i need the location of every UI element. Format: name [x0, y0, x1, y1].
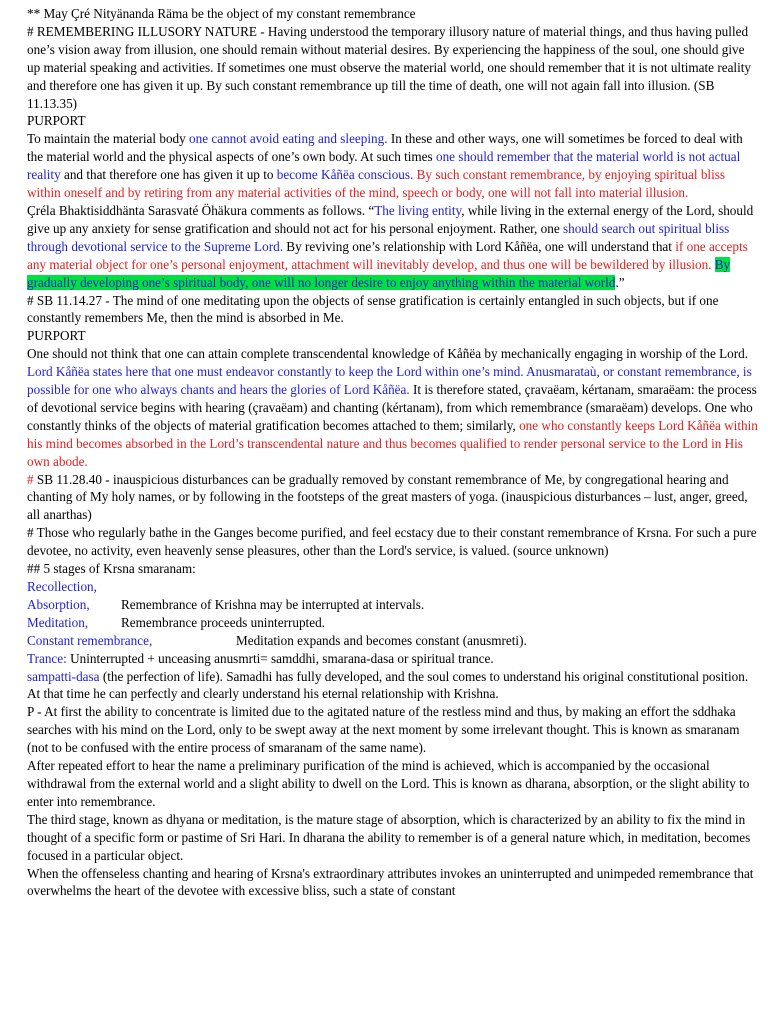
text-run: PURPORT: [27, 113, 86, 129]
text-run: ## 5 stages of Krsna smaranam:: [27, 561, 196, 577]
text-run: Çréla Bhaktisiddhänta Sarasvaté Öhäkura comments as follows. “: [27, 202, 375, 218]
purport-2-para-1: [27, 345, 758, 470]
purport-1-para-2: [27, 202, 758, 292]
text-run: P - At first the ability to concentrate is limited due to the agitated nature of the restless mind and thus, by making an effort the sddhaka searches with his mind on the Lord, only to be swept away at the next moment by some irrelevant thought. This is known as smaranam (not to be confused with the entire process of smaranam of the same name).: [27, 704, 740, 756]
text-run: and that therefore one has given it up to: [60, 167, 277, 183]
verse-sb-11-14-27: [27, 292, 758, 328]
heading-nityananda: [27, 5, 758, 23]
explanation-smaranam: [27, 703, 758, 757]
stage-meditation: [27, 614, 758, 632]
text-run: ** May Çré Nityänanda Räma be the object of my constant remembrance: [27, 6, 416, 21]
blue-text: The living entity: [374, 202, 462, 218]
stages-heading: [27, 560, 758, 578]
verse-sb-11-28-40: [27, 471, 758, 525]
ganges-note: [27, 524, 758, 560]
blue-text: Trance:: [27, 650, 67, 666]
text-run: # Those who regularly bathe in the Ganges become purified, and feel ecstacy due to their constant remembrance of Krsna. For such a pure devotee, no activity, even heavenly sense pleasures, other than the Lord's service, is valued. (source unknown): [27, 525, 757, 559]
red-text: #: [27, 471, 34, 487]
text-run: In these and other ways, one will sometimes be forced to deal with the material world and the physical aspects of one’s own body. At such times: [27, 131, 743, 165]
red-text: if one accepts any material object for one’s personal enjoyment, attachment will inevitably develop, and thus one will be bewildered by illusion.: [27, 238, 748, 272]
blue-text: Meditation,: [27, 614, 89, 630]
text-run: .”: [615, 274, 625, 290]
text-run: One should not think that one can attain complete transcendental knowledge of Kåñëa by mechanically engaging in worship of the Lord.: [27, 346, 749, 362]
blue-text: Lord Kåñëa states here that one must endeavor constantly to keep the Lord within one’s mind. Anusmarataù, or constant remembrance, is possible for one who always chants and hears the glories of Lord Kåñëa.: [27, 364, 752, 398]
heading-remembering-illusory-nature: [27, 23, 758, 113]
explanation-anusmrti: [27, 865, 758, 901]
blue-text: Recollection,: [27, 579, 97, 594]
text-run: # REMEMBERING ILLUSORY NATURE - Having understood the temporary illusory nature of material things, and thus having pulled one’s vision away from illusion, one should remain without material desires. By experiencing the happiness of the soul, one should give up material speaking and activities. If sometimes one must observe the material world, one should remember that it is not ultimate reality and therefore one has given it up. By such constant remembrance up till the time of death, one will not again fall into illusion. (SB 11.13.35): [27, 23, 752, 111]
text-run: It is therefore stated, çravaëam, kértanam, smaraëam: the process of devotional service begins with hearing (çravaëam) and chanting (kértanam), from which remembrance (smaraëam) develops. One who constantly thinks of the objects of material gratification becomes attached to them; similarly,: [27, 382, 757, 433]
stage-constant-remembrance: [27, 632, 758, 650]
text-run: After repeated effort to hear the name a preliminary purification of the mind is achieved, which is accompanied by the occasional withdrawal from the external world and a slight ability to dwell on the Lord. This is known as dharana, absorption, or the slight ability to enter into remembrance.: [27, 758, 750, 809]
text-run: # SB 11.14.27 - The mind of one meditating upon the objects of sense gratification is certainly entangled in such objects, but if one constantly remembers Me, then the mind is absorbed in Me.: [27, 292, 719, 326]
highlighted-text: By gradually developing one’s spiritual body, one will no longer desire to enjoy anything within the material world: [27, 256, 731, 290]
red-text: By such constant remembrance, by enjoying spiritual bliss within oneself and by retiring from any material activities of the mind, speech or body, one will not fall into material illusion.: [27, 167, 726, 201]
blue-text: should search out spiritual bliss through devotional service to the Supreme Lord.: [27, 220, 730, 254]
text-run: When the offenseless chanting and hearing of Krsna's extraordinary attributes invokes an uninterrupted and unimpeded remembrance that overwhelms the heart of the devotee with excessive bliss, such a state of constant: [27, 865, 754, 899]
text-run: , while living in the external energy of the Lord, should give up any anxiety for sense gratification and should not act for his personal enjoyment. Rather, one: [27, 202, 754, 236]
purport-label-1: [27, 112, 758, 130]
blue-text: one cannot avoid eating and sleeping.: [189, 131, 388, 147]
blue-text: become Kåñëa conscious.: [276, 167, 414, 183]
blue-text: sampatti-dasa: [27, 668, 100, 684]
text-run: The third stage, known as dhyana or meditation, is the mature stage of absorption, which is characterized by an ability to fix the mind in thought of a specific form or pastime of Sri Hari. In dharana the ability to remember is of a general nature which, in meditation, becomes focused in a particular object.: [27, 811, 751, 863]
blue-text: Constant remembrance,: [27, 632, 153, 648]
purport-label-2: [27, 327, 758, 345]
stage-absorption: [27, 596, 758, 614]
text-run: Meditation expands and becomes constant (anusmreti).: [236, 632, 527, 648]
text-run: SB 11.28.40 - inauspicious disturbances can be gradually removed by constant remembrance of Me, by congregational hearing and chanting of My holy names, or by following in the footsteps of the great masters of yoga. (inauspicious disturbances – lust, anger, greed, all anarthas): [27, 471, 748, 523]
text-run: By reviving one’s relationship with Lord Kåñëa, one will understand that: [283, 238, 676, 254]
red-text: one who constantly keeps Lord Kåñëa within his mind becomes absorbed in the Lord’s transcendental nature and thus becomes qualified to render personal service to the Lord in His own abode.: [27, 417, 758, 469]
text-run: To maintain the material body: [27, 131, 190, 147]
explanation-dharana: [27, 757, 758, 811]
stage-trance: [27, 650, 758, 668]
text-run: Uninterrupted + unceasing anusmrti= samddhi, smarana-dasa or spiritual trance.: [66, 650, 494, 666]
blue-text: Absorption,: [27, 596, 90, 612]
stage-recollection: [27, 578, 758, 596]
explanation-dhyana: [27, 811, 758, 865]
text-run: Remembrance of Krishna may be interrupted at intervals.: [121, 596, 425, 612]
text-run: PURPORT: [27, 328, 86, 344]
text-run: (the perfection of life). Samadhi has fully developed, and the soul comes to understand his original constitutional position. At that time he can perfectly and clearly understand his eternal relationship with Krishna.: [27, 668, 749, 702]
blue-text: one should remember that the material world is not actual reality: [27, 149, 741, 183]
text-run: Remembrance proceeds uninterrupted.: [121, 614, 325, 630]
stage-sampatti-dasa: [27, 668, 758, 704]
purport-1-para-1: [27, 130, 758, 202]
